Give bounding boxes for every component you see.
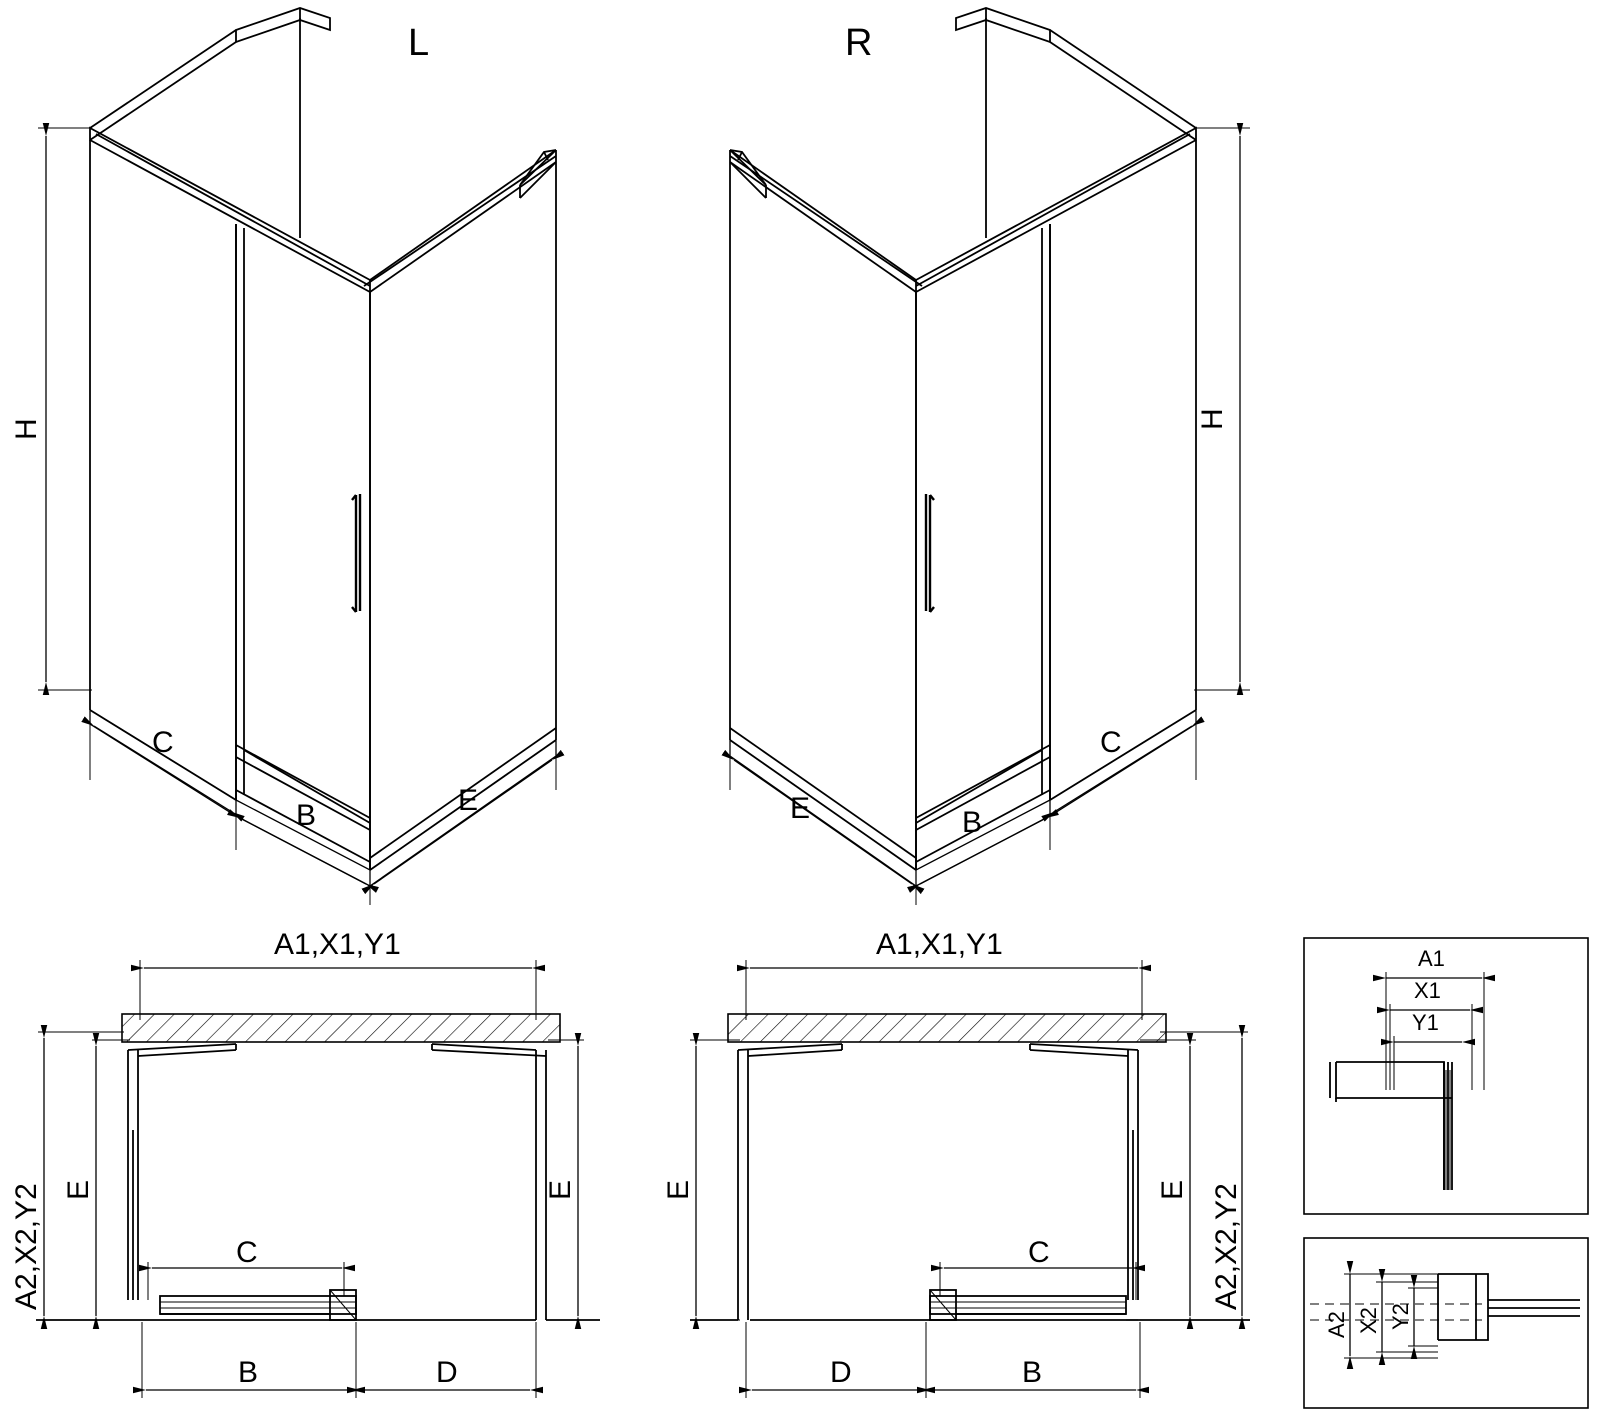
plan-left-door-assembly (36, 1290, 600, 1320)
iso-left-label: L (408, 22, 430, 64)
plan-left-dim-D-label: D (436, 1356, 458, 1389)
detail-bottom-label-x2: X2 (1356, 1307, 1381, 1334)
plan-right-dim-top (746, 928, 1142, 1020)
plan-view-right (662, 928, 1250, 1398)
iso-left-dim-H-label: H (10, 418, 43, 440)
iso-left-dim-E (370, 746, 556, 905)
plan-right-dim-B-label: B (1022, 1356, 1043, 1389)
iso-left-dim-E-label: E (458, 784, 479, 817)
detail-bottom-label-y2: Y2 (1388, 1303, 1413, 1330)
detail-bottom-profile (1438, 1274, 1580, 1340)
plan-left-dim-E-inner (62, 1040, 160, 1320)
iso-left-front-panel (370, 162, 556, 870)
detail-top (1304, 938, 1588, 1214)
iso-right-dim-B (916, 806, 1050, 905)
plan-right-door-assembly (690, 1290, 1250, 1320)
plan-left-dim-outer-label: A2,X2,Y2 (10, 1183, 43, 1310)
plan-left-dim-E-right-label: E (544, 1179, 577, 1200)
plan-right-dim-top-label: A1,X1,Y1 (876, 928, 1003, 961)
iso-right-top-rail (956, 8, 1196, 238)
plan-left-dim-top-label: A1,X1,Y1 (274, 928, 401, 961)
detail-bottom-label-a2: A2 (1324, 1311, 1349, 1338)
plan-right-dim-C (940, 1236, 1136, 1300)
iso-right-dim-E (730, 746, 916, 905)
plan-right-dim-D (746, 1322, 926, 1398)
iso-right-dim-C (1050, 714, 1196, 850)
iso-right-label: R (845, 22, 873, 64)
iso-right-dim-H-label: H (1196, 408, 1229, 430)
plan-left-dim-C (148, 1236, 344, 1300)
detail-bottom (1304, 1238, 1588, 1408)
iso-right-dim-B-label: B (962, 806, 983, 839)
plan-left-dim-outer (10, 1032, 124, 1320)
detail-top-label-y1: Y1 (1412, 1010, 1439, 1035)
iso-right-dim-H (1194, 128, 1250, 690)
plan-right-dim-B (930, 1322, 1140, 1398)
plan-left-dim-D (360, 1322, 536, 1398)
iso-right-top-frame (730, 128, 1196, 292)
plan-right-dim-outer-label: A2,X2,Y2 (1210, 1183, 1243, 1310)
detail-top-label-a1: A1 (1418, 946, 1445, 971)
iso-left-dim-C-label: C (152, 726, 174, 759)
plan-right-wall (728, 1014, 1166, 1042)
plan-view-left (10, 928, 600, 1398)
plan-left-wall (122, 1014, 560, 1042)
detail-top-label-x1: X1 (1414, 978, 1441, 1003)
iso-left-top-frame (90, 128, 556, 292)
plan-right-dim-E-inner-label: E (1156, 1179, 1189, 1200)
iso-right-dim-C-label: C (1100, 726, 1122, 759)
iso-left-dim-H (10, 128, 92, 690)
iso-left-door-handle (352, 494, 360, 612)
iso-right-front-panel (730, 162, 916, 870)
plan-left-dim-E-right (544, 1040, 584, 1320)
plan-left-dim-top (140, 928, 536, 1020)
iso-left-top-rail (90, 8, 330, 238)
plan-left-enclosure (128, 1044, 546, 1320)
plan-left-dim-C-label: C (236, 1236, 258, 1269)
plan-right-dim-C-label: C (1028, 1236, 1050, 1269)
iso-left-dim-C (90, 714, 236, 850)
iso-left-dim-B-label: B (296, 799, 317, 832)
plan-right-dim-E-left-label: E (662, 1179, 695, 1200)
iso-left-sliding-door (236, 224, 370, 870)
plan-left-dim-B (142, 1322, 356, 1398)
plan-left-dim-E-inner-label: E (62, 1179, 95, 1200)
iso-view-left (10, 8, 556, 905)
plan-right-dim-outer (1160, 1032, 1248, 1320)
plan-right-dim-D-label: D (830, 1356, 852, 1389)
iso-left-side-panel (90, 140, 236, 800)
plan-right-dim-E-left (662, 1040, 740, 1320)
iso-right-side-panel (1050, 140, 1196, 800)
iso-right-door-handle (926, 494, 934, 612)
plan-right-enclosure (738, 1044, 1138, 1320)
detail-top-profile (1330, 1062, 1452, 1190)
iso-right-dim-E-label: E (790, 792, 811, 825)
plan-left-dim-B-label: B (238, 1356, 259, 1389)
iso-right-sliding-door (916, 224, 1050, 870)
iso-view-right (730, 8, 1250, 905)
